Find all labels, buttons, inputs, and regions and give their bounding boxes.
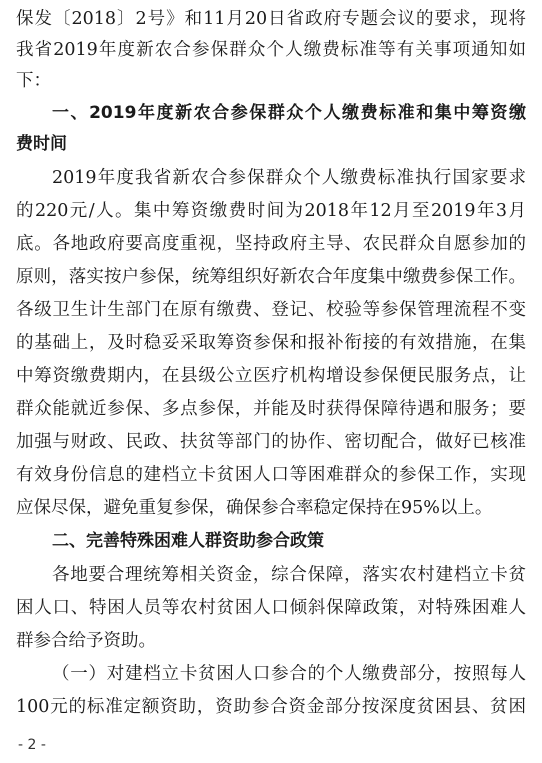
section-heading-1: 一、2019年度新农合参保群众个人缴费标准和集中筹资缴 [52,103,526,123]
text-line-7: 的220元/人。集中筹资缴费时间为2018年12月至2019年3月 [16,201,526,221]
text-line-19: 困人口、特困人员等农村贫困人口倾斜保障政策，对特殊困难人 [16,598,526,618]
page-number: - 2 - [18,737,46,753]
text-line-8: 底。各地政府要高度重视，坚持政府主导、农民群众自愿参加的 [16,234,526,254]
text-line-10: 各级卫生计生部门在原有缴费、登记、校验等参保管理流程不变 [16,300,526,320]
text-line-16: 应保尽保，避免重复参保，确保参合率稳定保持在95%以上。 [16,498,493,518]
text-line-9: 原则，落实按户参保，统筹组织好新农合年度集中缴费参保工作。 [16,267,526,287]
text-line-20: 群参合给予资助。 [16,631,156,651]
section-heading-2: 二、完善特殊困难人群资助参合政策 [52,531,324,551]
text-line-21: （一）对建档立卡贫困人口参合的个人缴费部分，按照每人 [52,664,526,684]
text-line-13: 群众能就近参保、多点参保，并能及时获得保障待遇和服务；要 [16,399,526,419]
text-line-3: 下： [16,71,51,91]
text-line-14: 加强与财政、民政、扶贫等部门的协作、密切配合，做好已核准 [16,432,526,452]
text-line-15: 有效身份信息的建档立卡贫困人口等困难群众的参保工作，实现 [16,465,526,485]
text-line-22: 100元的标准定额资助，资助参合资金部分按深度贫困县、贫困 [16,697,526,717]
text-line-11: 的基础上，及时稳妥采取筹资参保和报补衔接的有效措施，在集 [16,333,526,353]
text-line-1: 保发〔2018〕2号》和11月20日省政府专题会议的要求，现将 [16,9,526,29]
section-heading-1-cont: 费时间 [16,134,67,154]
text-line-18: 各地要合理统筹相关资金，综合保障，落实农村建档立卡贫 [52,565,526,585]
text-line-6: 2019年度我省新农合参保群众个人缴费标准执行国家要求 [52,168,526,188]
text-line-2: 我省2019年度新农合参保群众个人缴费标准等有关事项通知如 [16,40,526,60]
text-line-12: 中筹资缴费期内，在县级公立医疗机构增设参保便民服务点，让 [16,366,526,386]
